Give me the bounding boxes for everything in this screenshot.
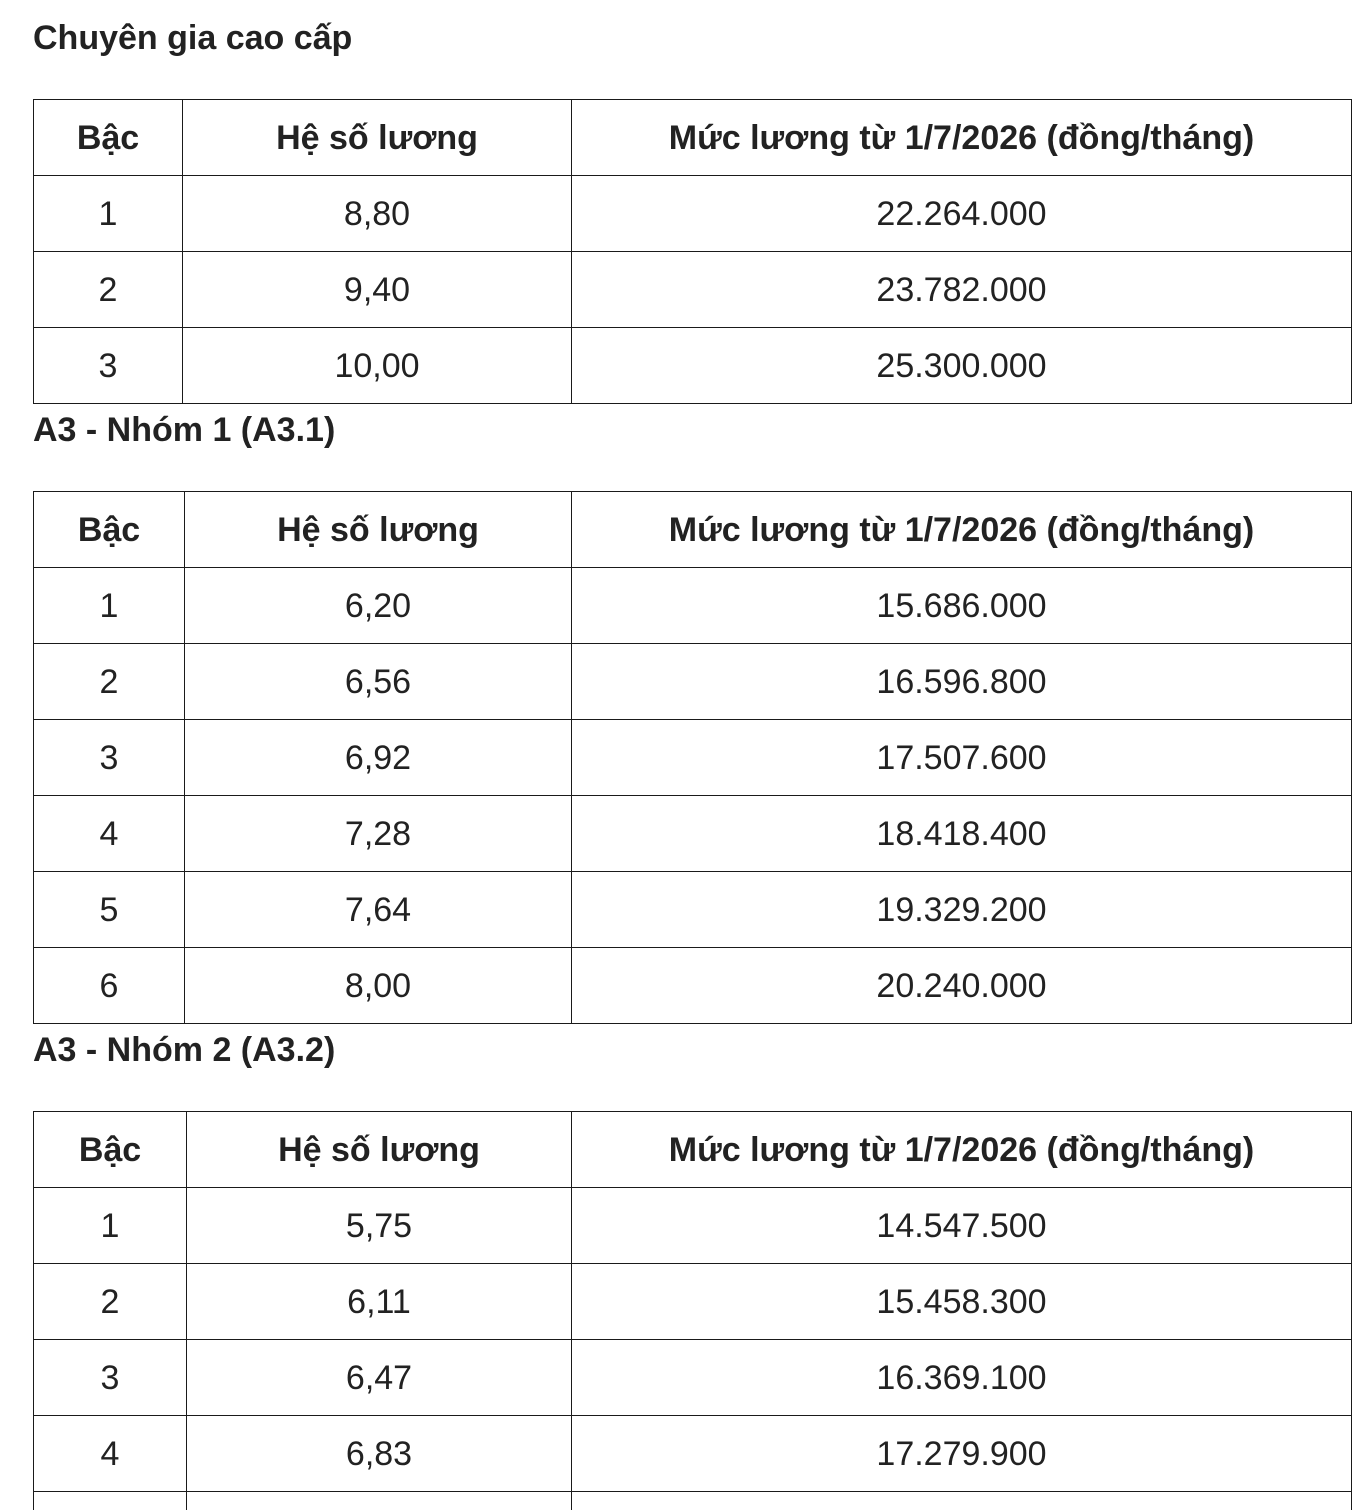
cell-he-so: 6,47 — [187, 1340, 572, 1416]
table-row — [34, 796, 1352, 872]
header-muc-luong: Mức lương từ 1/7/2026 (đồng/tháng) — [572, 100, 1352, 176]
cell-he-so: 6,11 — [187, 1264, 572, 1340]
cell-bac: 3 — [34, 720, 185, 796]
header-bac: Bậc — [34, 100, 183, 176]
table-row — [34, 644, 1352, 720]
table-row — [34, 1340, 1352, 1416]
salary-table-chuyen-gia-cao-cap — [33, 99, 1352, 404]
cell-he-so: 6,56 — [185, 644, 572, 720]
table-row — [34, 176, 1352, 252]
cell-muc-luong: 15.686.000 — [572, 568, 1352, 644]
cell-bac: 6 — [34, 948, 185, 1024]
cell-he-so: 7,64 — [185, 872, 572, 948]
table-row — [34, 720, 1352, 796]
header-bac: Bậc — [34, 1112, 187, 1188]
table-row — [34, 1416, 1352, 1492]
table-row — [34, 252, 1352, 328]
section-title-a3-nhom-1: A3 - Nhóm 1 (A3.1) — [33, 411, 336, 449]
header-he-so-luong: Hệ số lương — [185, 492, 572, 568]
cell-bac: 5 — [34, 872, 185, 948]
cell-bac: 3 — [34, 328, 183, 404]
table-row — [34, 872, 1352, 948]
cell-he-so: 6,83 — [187, 1416, 572, 1492]
cell-muc-luong: 17.279.900 — [572, 1416, 1352, 1492]
table-row — [34, 948, 1352, 1024]
cell-he-so: 6,20 — [185, 568, 572, 644]
cell-bac: 3 — [34, 1340, 187, 1416]
cell-empty — [572, 1492, 1352, 1510]
section-title-a3-nhom-2: A3 - Nhóm 2 (A3.2) — [33, 1031, 336, 1069]
cell-muc-luong: 20.240.000 — [572, 948, 1352, 1024]
cell-muc-luong: 19.329.200 — [572, 872, 1352, 948]
header-bac: Bậc — [34, 492, 185, 568]
cell-muc-luong: 14.547.500 — [572, 1188, 1352, 1264]
cell-he-so: 6,92 — [185, 720, 572, 796]
cell-muc-luong: 15.458.300 — [572, 1264, 1352, 1340]
cell-bac: 1 — [34, 1188, 187, 1264]
cell-bac: 1 — [34, 568, 185, 644]
table-row — [34, 568, 1352, 644]
table-header-row — [34, 1112, 1352, 1188]
cell-he-so: 10,00 — [183, 328, 572, 404]
cell-empty — [187, 1492, 572, 1510]
header-muc-luong: Mức lương từ 1/7/2026 (đồng/tháng) — [572, 492, 1352, 568]
table-row — [34, 1188, 1352, 1264]
salary-table-a3-nhom-1 — [33, 491, 1352, 1024]
header-he-so-luong: Hệ số lương — [187, 1112, 572, 1188]
cell-he-so: 7,28 — [185, 796, 572, 872]
table-header-row — [34, 492, 1352, 568]
table-header-row — [34, 100, 1352, 176]
cell-muc-luong: 18.418.400 — [572, 796, 1352, 872]
cell-he-so: 9,40 — [183, 252, 572, 328]
cell-muc-luong: 23.782.000 — [572, 252, 1352, 328]
cell-muc-luong: 16.369.100 — [572, 1340, 1352, 1416]
salary-table-a3-nhom-2 — [33, 1111, 1352, 1510]
cell-empty — [34, 1492, 187, 1510]
cell-bac: 2 — [34, 252, 183, 328]
cell-bac: 1 — [34, 176, 183, 252]
table-row — [34, 1264, 1352, 1340]
header-muc-luong: Mức lương từ 1/7/2026 (đồng/tháng) — [572, 1112, 1352, 1188]
cell-muc-luong: 16.596.800 — [572, 644, 1352, 720]
cell-muc-luong: 25.300.000 — [572, 328, 1352, 404]
cell-he-so: 5,75 — [187, 1188, 572, 1264]
cell-bac: 4 — [34, 796, 185, 872]
table-row — [34, 328, 1352, 404]
table-row-cut-off — [34, 1492, 1352, 1510]
cell-bac: 2 — [34, 1264, 187, 1340]
cell-bac: 2 — [34, 644, 185, 720]
cell-muc-luong: 17.507.600 — [572, 720, 1352, 796]
section-title-chuyen-gia-cao-cap: Chuyên gia cao cấp — [33, 19, 353, 57]
cell-he-so: 8,80 — [183, 176, 572, 252]
cell-bac: 4 — [34, 1416, 187, 1492]
cell-muc-luong: 22.264.000 — [572, 176, 1352, 252]
header-he-so-luong: Hệ số lương — [183, 100, 572, 176]
cell-he-so: 8,00 — [185, 948, 572, 1024]
